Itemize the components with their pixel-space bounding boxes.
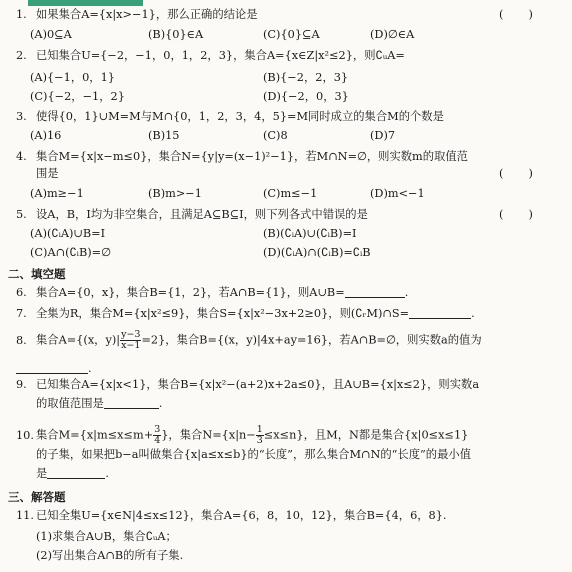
q3-option-d: (D)7 — [370, 129, 396, 142]
q3-option-c: (C)8 — [263, 129, 288, 142]
q2-option-a: (A){−1，0，1} — [30, 71, 115, 84]
question-11: 11. 已知全集U={x∈N|4≤x≤12}，集合A={6，8，10，12}，集合B={4，6，8}. — [16, 509, 447, 522]
q5-option-c: (C)A∩(∁ᵢB)=∅ — [30, 246, 111, 259]
answer-blank[interactable] — [345, 286, 405, 298]
question-1: 1. 如果集合A={x|x>−1}，那么正确的结论是 ( ) — [16, 8, 533, 21]
question-5: 5. 设A，B，I均为非空集合，且满足A⊆B⊆I，则下列各式中错误的是 ( ) — [16, 208, 533, 221]
q2-option-b: (B){−2，2，3} — [263, 71, 349, 84]
question-9: 9. 已知集合A={x|x<1}，集合B={x|x²−(a+2)x+2a≤0}，且A∪B={x|x≤2}，则实数a — [16, 378, 480, 391]
question-7: 7. 全集为R，集合M={x|x²≤9}，集合S={x|x²−3x+2≥0}，则(∁ᵣM)∩S= . — [16, 307, 475, 320]
question-2: 2. 已知集合U={−2，−1，0，1，2，3}，集合A={x∈Z|x²≤2}，则∁ᵤA= — [16, 49, 405, 62]
q2-option-c: (C){−2，−1，2} — [30, 90, 125, 103]
q4-option-a: (A)m≥−1 — [30, 187, 84, 200]
q5-option-d: (D)(∁ᵢA)∩(∁ᵢB)=∁ᵢB — [263, 246, 371, 259]
q1-option-d: (D)∅∈A — [370, 28, 415, 41]
question-10-cont2: 是 . — [36, 467, 109, 480]
question-8-answer-line: . — [16, 362, 92, 375]
question-3: 3. 使得{0，1}∪M=M与M∩{0，1，2，3，4，5}=M同时成立的集合M的个数是 — [16, 110, 444, 123]
q5-option-b: (B)(∁ᵢA)∪(∁ᵢB)=I — [263, 227, 357, 240]
q1-option-b: (B){0}∈A — [148, 28, 204, 41]
question-9-cont: 的取值范围是 . — [36, 397, 163, 410]
question-6: 6. 集合A={0，x}，集合B={1，2}，若A∩B={1}，则A∪B= . — [16, 286, 409, 299]
question-10: 10. 集合M={x|m≤x≤m+ $\frac{3}{4}$ }，集合N={x|n− $\frac{1}{3}$ ≤x≤n}，且M，N都是集合{x|0≤x≤1} — [16, 424, 469, 446]
fraction: $\frac{3}{4}$ — [154, 424, 161, 446]
fraction: $\frac{y-3}{x-1}$ — [121, 329, 141, 351]
answer-blank[interactable] — [47, 467, 105, 479]
answer-blank[interactable] — [104, 397, 159, 409]
question-8: 8. 集合A={(x，y)| $\frac{y-3}{x-1}$ =2}，集合B={(x，y)|4x+ay=16}，若A∩B=∅，则实数a的值为 — [16, 329, 482, 351]
question-10-cont: 的子集，如果把b−a叫做集合{x|a≤x≤b}的“长度”，那么集合M∩N的“长度”的最小值 — [36, 448, 471, 461]
q1-option-c: (C){0}⊆A — [263, 28, 320, 41]
q2-option-d: (D){−2，0，3} — [263, 90, 349, 103]
q3-option-a: (A)16 — [30, 129, 62, 142]
question-4: 4. 集合M={x|x−m≤0}，集合N={y|y=(x−1)²−1}，若M∩N=∅，则实数m的取值范 — [16, 150, 468, 163]
q4-option-d: (D)m<−1 — [370, 187, 425, 200]
answer-blank[interactable] — [16, 362, 88, 374]
section-solve-heading: 三、解答题 — [8, 490, 66, 504]
q5-option-a: (A)(∁ᵢA)∪B=I — [30, 227, 106, 240]
question-11-part-2: (2)写出集合A∩B的所有子集. — [36, 549, 184, 562]
q3-option-b: (B)15 — [148, 129, 180, 142]
header-band — [28, 0, 143, 6]
answer-blank[interactable] — [409, 307, 471, 319]
fraction: $\frac{1}{3}$ — [256, 424, 263, 446]
question-4-cont: 围是 ( ) — [36, 167, 533, 180]
q1-option-a: (A)0⊆A — [30, 28, 72, 41]
q4-option-c: (C)m≤−1 — [263, 187, 318, 200]
question-11-part-1: (1)求集合A∪B，集合∁ᵤA； — [36, 530, 177, 543]
section-fill-blank-heading: 二、填空题 — [8, 267, 66, 281]
q4-option-b: (B)m>−1 — [148, 187, 202, 200]
